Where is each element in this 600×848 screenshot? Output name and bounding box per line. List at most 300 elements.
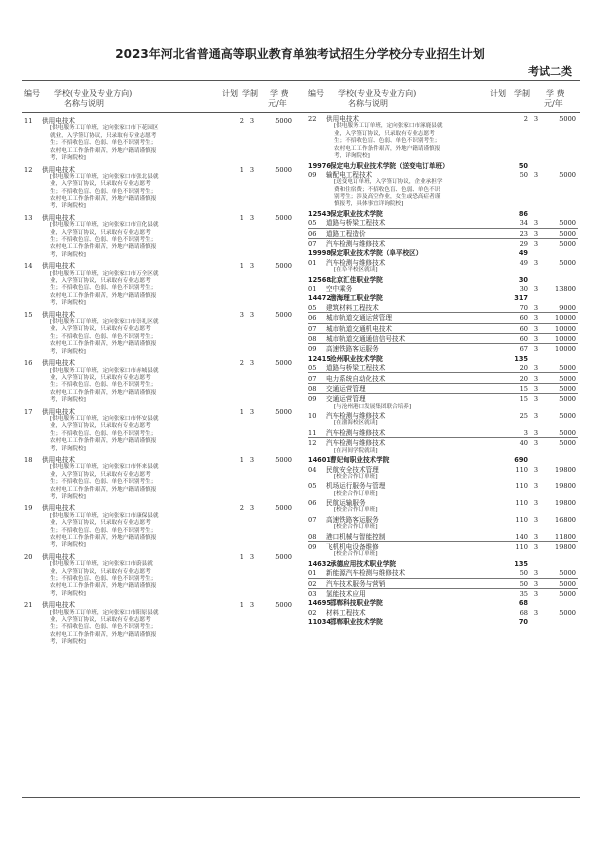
plan-count: 140 <box>515 532 528 541</box>
plan-count: 2 <box>239 359 244 368</box>
tuition-fee: 5000 <box>275 504 292 513</box>
school-name: 渤海理工职业学院 <box>330 294 383 303</box>
major-row <box>308 590 578 598</box>
entry-code: 09 <box>308 543 317 552</box>
plan-count: 110 <box>515 482 528 491</box>
header-years: 学制 <box>514 89 530 98</box>
major-note: [供电服务工订单班，定向张家口市崇礼区就 业，入学签订协议，只录取有专业志愿考 生；不招收色盲、色弱、单色不识别考生； 农村电工工作条件艰苦，外地户籍请谨慎报 考，详询院校] <box>50 319 159 355</box>
major-name: 道路与桥梁工程技术 <box>326 219 386 228</box>
plan-count: 86 <box>518 209 528 218</box>
plan-count: 110 <box>515 543 528 552</box>
study-years: 3 <box>533 115 539 124</box>
plan-count: 1 <box>239 456 244 465</box>
major-name: 供用电技术 <box>42 601 75 610</box>
entry-code: 19976 <box>308 161 331 170</box>
study-years: 3 <box>533 314 539 323</box>
major-row <box>308 516 578 524</box>
plan-count: 1 <box>239 213 244 222</box>
plan-count: 1 <box>239 165 244 174</box>
major-row <box>308 364 578 373</box>
major-note: [供电服务工订单班，定向张家口市张北县就 业，入学签订协议，只录取有专业志愿考 生；不招收色盲、色弱、单色不识别考生； 农村电工工作条件艰苦，外地户籍请谨慎报 考，详询院校] <box>50 173 159 210</box>
study-years: 3 <box>533 608 539 617</box>
major-row <box>308 314 578 323</box>
major-name: 城市轨道交通通信信号技术 <box>326 335 406 344</box>
study-years: 3 <box>249 310 255 319</box>
entry-code: 08 <box>308 384 317 393</box>
plan-count: 1 <box>239 552 244 561</box>
major-row <box>308 375 578 384</box>
major-name: 材料工程技术 <box>326 608 366 617</box>
entry-code: 17 <box>24 407 33 416</box>
study-years: 3 <box>533 170 539 179</box>
major-name: 电力系统自动化技术 <box>326 374 386 383</box>
study-years: 3 <box>533 285 539 294</box>
tuition-fee: 5000 <box>559 364 576 373</box>
plan-count: 30 <box>518 275 528 284</box>
major-name: 汽车检测与维修技术 <box>326 439 386 448</box>
major-row <box>308 412 578 420</box>
major-row <box>24 408 294 416</box>
major-name: 汽车检测与维修技术 <box>326 240 386 249</box>
tuition-fee: 5000 <box>559 170 576 179</box>
study-years: 3 <box>533 532 539 541</box>
plan-count: 110 <box>515 499 528 508</box>
tuition-fee: 5000 <box>559 229 576 238</box>
entry-code: 09 <box>308 170 317 179</box>
tuition-fee: 10000 <box>555 335 576 344</box>
major-name: 供用电技术 <box>42 213 75 222</box>
major-note: [在阜平校区就读] <box>334 267 378 274</box>
study-years: 3 <box>533 240 539 249</box>
study-years: 3 <box>533 465 539 474</box>
major-row <box>24 117 294 125</box>
tuition-fee: 5000 <box>275 456 292 465</box>
study-years: 3 <box>533 412 539 421</box>
entry-code: 12415 <box>308 354 331 363</box>
header-code: 编号 <box>24 89 40 98</box>
major-name: 氢能技术应用 <box>326 590 366 599</box>
major-note: [送变电订单班，入学签订协议，企业承担学 费和住宿费；不招收色盲、色弱、单色不识 别考生；涉及高空作业，女生或恐高症者谨 慎报考，具体事宜详询院校] <box>334 179 443 208</box>
entry-code: 07 <box>308 324 317 333</box>
tuition-fee: 5000 <box>559 439 576 448</box>
entry-code: 12 <box>308 439 317 448</box>
entry-code: 01 <box>308 569 317 578</box>
study-years: 3 <box>533 590 539 599</box>
major-row <box>308 219 578 228</box>
entry-code: 10 <box>308 412 317 421</box>
major-row <box>24 214 294 222</box>
major-name: 供用电技术 <box>42 165 75 174</box>
major-name: 空中乘务 <box>326 285 353 294</box>
entry-code: 12 <box>24 165 33 174</box>
tuition-fee: 10000 <box>555 345 576 354</box>
tuition-fee: 5000 <box>559 258 576 267</box>
major-name: 新能源汽车检测与维修技术 <box>326 569 406 578</box>
school-name: 保定职业技术学院（阜平校区） <box>330 249 423 258</box>
major-row <box>308 609 578 617</box>
major-name: 供用电技术 <box>42 456 75 465</box>
major-note: [供电服务工订单班，定向张家口市康保县就 业，入学签订协议，只录取有专业志愿考 生；不招收色盲、色弱、单色不识别考生； 农村电工工作条件艰苦，外地户籍请谨慎报 考，详询院校] <box>50 512 159 549</box>
major-name: 港口机械与智能控制 <box>326 532 386 541</box>
right-rows <box>308 115 578 626</box>
major-name: 建筑材料工程技术 <box>326 303 379 312</box>
header-school: 学校(专业及专业方向) <box>338 89 417 98</box>
tuition-fee: 10000 <box>555 314 576 323</box>
plan-count: 23 <box>519 229 528 238</box>
major-name: 道路工程造价 <box>326 229 366 238</box>
school-row <box>308 618 578 626</box>
major-row <box>308 499 578 507</box>
school-name: 邯郸科技职业学院 <box>330 599 383 608</box>
entry-code: 11 <box>24 117 33 126</box>
major-note: [供电服务工订单班，定向张家口市阳原县就 业，入学签订协议，只录取有专业志愿考 生；不招收色盲、色弱、单色不识别考生； 农村电工工作条件艰苦，外地户籍请谨慎报 考，详询院校] <box>50 609 159 646</box>
school-name: 沧州职业技术学院 <box>330 354 383 363</box>
plan-count: 50 <box>519 579 528 588</box>
tuition-fee: 5000 <box>275 601 292 610</box>
tuition-fee: 5000 <box>559 590 576 599</box>
plan-count: 50 <box>518 161 528 170</box>
major-row <box>308 285 578 293</box>
study-years: 3 <box>533 258 539 267</box>
left-column <box>24 88 294 647</box>
school-row <box>308 162 578 170</box>
plan-count: 34 <box>519 219 528 228</box>
study-years: 3 <box>249 407 255 416</box>
tuition-fee: 5000 <box>275 310 292 319</box>
major-row <box>308 543 578 551</box>
major-name: 城市轨道交通机电技术 <box>326 324 392 333</box>
plan-count: 70 <box>519 303 528 312</box>
entry-code: 06 <box>308 499 317 508</box>
page-title: 2023年河北省普通高等职业教育单独考试招生分学校分专业招生计划 <box>115 47 485 61</box>
major-note: [供电服务工订单班，定向张家口市万全区就 业，入学签订协议，只录取有专业志愿考 生；不招收色盲、色弱、单色不识别考生； 农村电工工作条件艰苦，外地户籍请谨慎报 考，详询院校] <box>50 270 159 307</box>
tuition-fee: 13800 <box>555 285 576 294</box>
plan-count: 20 <box>519 364 528 373</box>
plan-count: 2 <box>239 504 244 513</box>
major-note: [供电服务工订单班，定向张家口市怀安县就 业，入学签订协议，只录取有专业志愿考 生；不招收色盲、色弱、单色不识别考生； 农村电工工作条件艰苦，外地户籍请谨慎报 考，详询院校] <box>50 415 159 452</box>
major-name: 飞机机电设备维修 <box>326 543 379 552</box>
plan-count: 135 <box>514 559 528 568</box>
school-row <box>308 276 578 284</box>
major-name: 供用电技术 <box>42 504 75 513</box>
major-row <box>308 240 578 248</box>
major-row <box>24 166 294 174</box>
study-years: 3 <box>533 515 539 524</box>
right-table-header <box>308 88 578 114</box>
major-note: [与沧州港口发展集团联合培养] <box>334 403 412 410</box>
plan-count: 690 <box>514 456 528 465</box>
tuition-fee: 5000 <box>559 240 576 249</box>
school-name: 保定职业技术学院 <box>330 209 383 218</box>
school-name: 承德应用技术职业学院 <box>330 559 396 568</box>
school-name: 北京汇佳职业学院 <box>330 275 383 284</box>
major-row <box>308 325 578 334</box>
tuition-fee: 5000 <box>275 407 292 416</box>
entry-code: 11 <box>308 428 317 437</box>
plan-count: 20 <box>519 374 528 383</box>
entry-code: 02 <box>308 579 317 588</box>
major-name: 供用电技术 <box>42 552 75 561</box>
header-fee: 学 费 <box>546 89 565 98</box>
major-row <box>308 171 578 179</box>
study-years: 3 <box>533 384 539 393</box>
study-years: 3 <box>533 219 539 228</box>
tuition-fee: 5000 <box>275 165 292 174</box>
major-name: 供用电技术 <box>42 407 75 416</box>
school-row <box>308 560 578 568</box>
entry-code: 14472 <box>308 294 331 303</box>
school-name: 邯郸职业技术学院 <box>330 618 383 627</box>
plan-count: 2 <box>239 117 244 126</box>
plan-count: 1 <box>239 601 244 610</box>
header-fee-unit: 元/年 <box>544 99 563 108</box>
entry-code: 06 <box>308 314 317 323</box>
study-years: 3 <box>533 345 539 354</box>
study-years: 3 <box>533 543 539 552</box>
major-row <box>308 335 578 344</box>
major-row <box>308 439 578 447</box>
left-rows <box>24 117 294 647</box>
tuition-fee: 11800 <box>555 532 576 541</box>
major-row <box>308 466 578 474</box>
plan-count: 3 <box>239 310 244 319</box>
tuition-fee: 5000 <box>559 115 576 124</box>
major-row <box>24 311 294 319</box>
tuition-fee: 5000 <box>559 374 576 383</box>
plan-count: 49 <box>519 258 528 267</box>
plan-count: 60 <box>519 335 528 344</box>
plan-count: 35 <box>519 590 528 599</box>
header-school-desc: 名称与说明 <box>348 99 388 108</box>
header-plan: 计划 <box>490 89 506 98</box>
major-name: 供用电技术 <box>42 262 75 271</box>
major-name: 交通运营管理 <box>326 395 366 404</box>
major-row <box>308 230 578 239</box>
school-name: 保定电力职业技术学院（送变电订单班） <box>330 161 449 170</box>
plan-count: 68 <box>518 599 528 608</box>
major-note: [在河间学院就读] <box>334 447 378 454</box>
major-row <box>308 395 578 403</box>
entry-code: 02 <box>308 608 317 617</box>
major-row <box>308 115 578 123</box>
tuition-fee: 5000 <box>559 579 576 588</box>
entry-code: 21 <box>24 601 33 610</box>
entry-code: 07 <box>308 374 317 383</box>
header-top-rule <box>22 80 580 81</box>
plan-count: 110 <box>515 515 528 524</box>
study-years: 3 <box>533 335 539 344</box>
plan-count: 2 <box>523 115 528 124</box>
major-row <box>308 304 578 313</box>
major-row <box>308 429 578 438</box>
major-row <box>308 385 578 394</box>
study-years: 3 <box>533 395 539 404</box>
study-years: 3 <box>249 456 255 465</box>
plan-count: 110 <box>515 465 528 474</box>
entry-code: 05 <box>308 303 317 312</box>
entry-code: 14601 <box>308 456 331 465</box>
major-note: [校企合作订单班] <box>334 507 378 514</box>
major-note: [供电服务工订单班，定向张家口市涿鹿县就 业，入学签订协议，只录取有专业志愿考 生；不招收色盲、色弱、单色不识别考生； 农村电工工作条件艰苦，外地户籍请谨慎报 考，详询院校] <box>334 123 443 160</box>
entry-code: 09 <box>308 345 317 354</box>
school-row <box>308 294 578 302</box>
entry-code: 04 <box>308 465 317 474</box>
entry-code: 09 <box>308 395 317 404</box>
entry-code: 07 <box>308 240 317 249</box>
entry-code: 19 <box>24 504 33 513</box>
study-years: 3 <box>249 165 255 174</box>
entry-code: 08 <box>308 532 317 541</box>
tuition-fee: 5000 <box>559 608 576 617</box>
major-note: [供电服务工订单班，定向张家口市宣化县就 业，入学签订协议，只录取有专业志愿考 生；不招收色盲、色弱、单色不识别考生； 农村电工工作条件艰苦，外地户籍请谨慎报 考，详询院校] <box>50 222 159 258</box>
study-years: 3 <box>533 229 539 238</box>
school-name: 曹妃甸职业技术学院 <box>330 456 390 465</box>
plan-count: 50 <box>519 569 528 578</box>
major-note: [校企合作订单班] <box>334 490 378 497</box>
study-years: 3 <box>249 213 255 222</box>
right-column <box>308 88 578 627</box>
school-row <box>308 210 578 218</box>
header-school: 学校(专业及专业方向) <box>54 89 133 98</box>
tuition-fee: 19800 <box>555 465 576 474</box>
entry-code: 05 <box>308 219 317 228</box>
entry-code: 14 <box>24 262 33 271</box>
plan-count: 50 <box>519 170 528 179</box>
entry-code: 14632 <box>308 559 331 568</box>
plan-count: 49 <box>518 249 528 258</box>
entry-code: 01 <box>308 258 317 267</box>
tuition-fee: 5000 <box>559 412 576 421</box>
major-name: 机场运行服务与管理 <box>326 482 386 491</box>
entry-code: 15 <box>24 310 33 319</box>
school-row <box>308 456 578 464</box>
plan-count: 60 <box>519 314 528 323</box>
major-row <box>308 345 578 353</box>
entry-code: 08 <box>308 335 317 344</box>
major-name: 汽车检测与维修技术 <box>326 412 386 421</box>
entry-code: 13 <box>24 213 33 222</box>
major-note: [供电服务工订单班，定向张家口市怀来县就 业，入学签订协议，只录取有专业志愿考 生；不招收色盲、色弱、单色不识别考生； 农村电工工作条件艰苦，外地户籍请谨慎报 考，详询院校] <box>50 464 159 500</box>
study-years: 3 <box>249 359 255 368</box>
header-plan: 计划 <box>222 89 238 98</box>
entry-code: 05 <box>308 482 317 491</box>
header-fee-unit: 元/年 <box>268 99 287 108</box>
tuition-fee: 19800 <box>555 482 576 491</box>
major-note: [供电服务工订单班，定向张家口市下花园区 就业，入学签订协议，只录取有专业志愿考 生；不招收色盲、色弱、单色不识别考生； 农村电工工作条件艰苦，外地户籍请谨慎报 考，详询院校] <box>50 125 159 162</box>
header-code: 编号 <box>308 89 324 98</box>
plan-count: 1 <box>239 407 244 416</box>
entry-code: 20 <box>24 552 33 561</box>
plan-count: 68 <box>519 608 528 617</box>
study-years: 3 <box>533 374 539 383</box>
major-row <box>24 553 294 561</box>
tuition-fee: 16800 <box>555 515 576 524</box>
study-years: 3 <box>533 428 539 437</box>
major-note: [在渤海校区就读] <box>334 420 378 427</box>
entry-code: 12568 <box>308 275 331 284</box>
plan-count: 15 <box>519 384 528 393</box>
major-row <box>308 580 578 589</box>
entry-code: 14695 <box>308 599 331 608</box>
major-name: 供用电技术 <box>42 310 75 319</box>
header-fee: 学 费 <box>270 89 289 98</box>
major-name: 汽车检测与维修技术 <box>326 428 386 437</box>
study-years: 3 <box>533 324 539 333</box>
major-name: 道路与桥梁工程技术 <box>326 364 386 373</box>
major-name: 高速铁路客运服务 <box>326 515 379 524</box>
study-years: 3 <box>533 303 539 312</box>
study-years: 3 <box>533 579 539 588</box>
study-years: 3 <box>249 552 255 561</box>
plan-count: 135 <box>514 354 528 363</box>
major-note: [校企合作订单班] <box>334 473 378 480</box>
major-row <box>24 359 294 367</box>
school-row <box>308 599 578 607</box>
tuition-fee: 5000 <box>275 117 292 126</box>
major-row <box>24 601 294 609</box>
plan-count: 25 <box>519 412 528 421</box>
major-row <box>24 504 294 512</box>
plan-count: 29 <box>519 240 528 249</box>
major-row <box>24 456 294 464</box>
major-name: 民航安全技术管理 <box>326 465 379 474</box>
school-row <box>308 249 578 257</box>
tuition-fee: 5000 <box>275 552 292 561</box>
plan-count: 15 <box>519 395 528 404</box>
tuition-fee: 5000 <box>275 359 292 368</box>
major-name: 汽车技术服务与营销 <box>326 579 386 588</box>
tuition-fee: 5000 <box>559 569 576 578</box>
study-years: 3 <box>533 439 539 448</box>
exam-category: 考试二类 <box>528 65 572 78</box>
header-school-desc: 名称与说明 <box>64 99 104 108</box>
study-years: 3 <box>533 569 539 578</box>
tuition-fee: 5000 <box>559 428 576 437</box>
study-years: 3 <box>533 499 539 508</box>
entry-code: 16 <box>24 359 33 368</box>
tuition-fee: 5000 <box>559 219 576 228</box>
plan-count: 3 <box>523 428 528 437</box>
study-years: 3 <box>249 262 255 271</box>
entry-code: 01 <box>308 285 317 294</box>
entry-code: 03 <box>308 590 317 599</box>
major-name: 汽车检测与维修技术 <box>326 258 386 267</box>
study-years: 3 <box>533 364 539 373</box>
plan-count: 30 <box>519 285 528 294</box>
school-row <box>308 355 578 363</box>
entry-code: 12543 <box>308 209 331 218</box>
major-note: [校企合作订单班] <box>334 524 378 531</box>
tuition-fee: 5000 <box>275 213 292 222</box>
major-name: 供用电技术 <box>42 117 75 126</box>
tuition-fee: 10000 <box>555 324 576 333</box>
study-years: 3 <box>249 117 255 126</box>
tuition-fee: 5000 <box>559 384 576 393</box>
study-years: 3 <box>249 504 255 513</box>
plan-count: 70 <box>518 618 528 627</box>
plan-count: 67 <box>519 345 528 354</box>
major-name: 城市轨道交通运营管理 <box>326 314 392 323</box>
major-note: [供电服务工订单班，定向张家口市赤城县就 业，入学签订协议，只录取有专业志愿考 生；不招收色盲、色弱、单色不识别考生； 农村电工工作条件艰苦，外地户籍请谨慎报 考，详询院校] <box>50 367 159 404</box>
footer-rule <box>22 797 580 798</box>
plan-count: 317 <box>514 294 528 303</box>
tuition-fee: 5000 <box>559 395 576 404</box>
major-row <box>308 569 578 578</box>
tuition-fee: 9000 <box>559 303 576 312</box>
left-table-header <box>24 88 294 114</box>
header-years: 学制 <box>242 89 258 98</box>
major-name: 供用电技术 <box>42 359 75 368</box>
